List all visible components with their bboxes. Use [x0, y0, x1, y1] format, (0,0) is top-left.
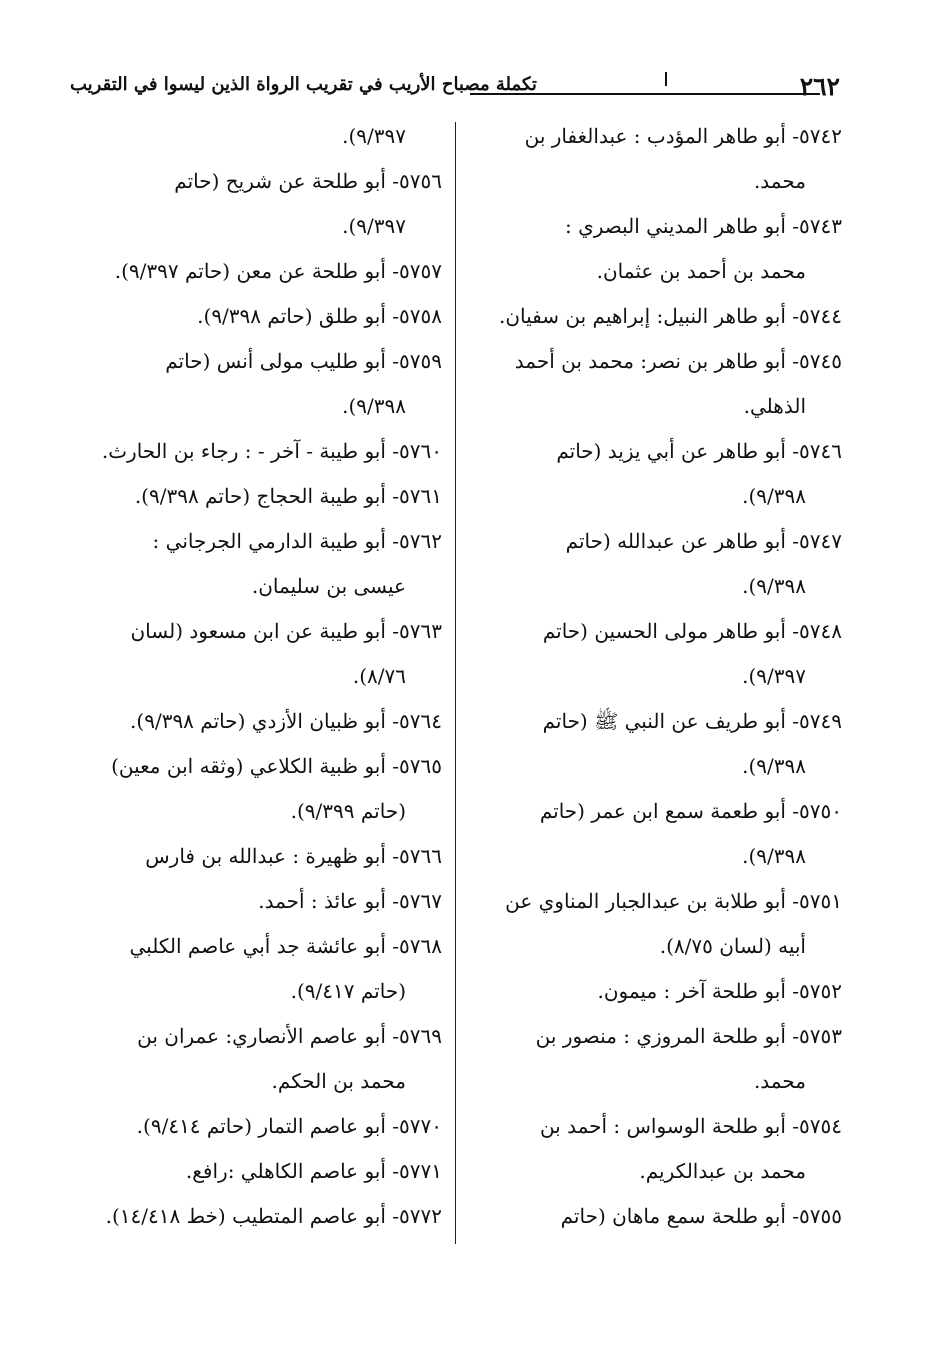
entry-line: ٥٧٦٢- أبو طيبة الدارمي الجرجاني :	[152, 529, 442, 553]
entry-continuation-line: ٩/٣٩٨).	[742, 844, 806, 868]
entry-line: ٥٧٥١- أبو طلابة بن عبدالجبار المناوي عن	[505, 889, 842, 913]
entry-continuation-line: (حاتم ٩/٣٩٩).	[290, 799, 406, 823]
left-column	[70, 114, 442, 1239]
right-column	[474, 114, 842, 1239]
entry-continuation-line: محمد بن أحمد بن عثمان.	[596, 259, 806, 283]
book-title: تكملة مصباح الأريب في تقريب الرواة الذين ليسوا في التقريب	[70, 74, 537, 95]
entry-line: ٥٧٤٧- أبو طاهر عن عبدالله (حاتم	[565, 529, 842, 553]
entry-line: ٥٧٥٧- أبو طلحة عن معن (حاتم ٩/٣٩٧).	[114, 259, 442, 283]
entry-line: ٥٧٧١- أبو عاصم الكاهلي :رافع.	[185, 1159, 442, 1183]
entry-line: ٥٧٥٢- أبو طلحة آخر : ميمون.	[597, 979, 842, 1003]
entry-continuation-line: ٩/٣٩٧).	[342, 214, 406, 238]
entry-continuation-line: محمد.	[753, 169, 806, 193]
entry-line: ٥٧٦٣- أبو طيبة عن ابن مسعود (لسان	[130, 619, 442, 643]
entry-continuation-line: ٩/٣٩٨).	[742, 574, 806, 598]
entry-line: ٥٧٧٠- أبو عاصم التمار (حاتم ٩/٤١٤).	[136, 1114, 442, 1138]
entry-line: ٥٧٧٢- أبو عاصم المتطيب (خط ١٤/٤١٨).	[105, 1204, 442, 1228]
entry-line: ٥٧٤٢- أبو طاهر المؤدب : عبدالغفار بن	[524, 124, 842, 148]
entry-line: ٥٧٤٩- أبو طريف عن النبي ﷺ (حاتم	[542, 709, 842, 733]
page-number: ٢٦٢	[799, 72, 840, 101]
entry-continuation-line: ٩/٣٩٧).	[742, 664, 806, 688]
entry-continuation-line: ٩/٣٩٨).	[742, 484, 806, 508]
entry-line: ٥٧٦٨- أبو عائشة جد أبي عاصم الكلبي	[129, 934, 442, 958]
entry-line: ٥٧٥٠- أبو طعمة سمع ابن عمر (حاتم	[539, 799, 842, 823]
entry-line: ٥٧٥٨- أبو طلق (حاتم ٩/٣٩٨).	[197, 304, 442, 328]
entry-line: ٥٧٥٣- أبو طلحة المروزي : منصور بن	[535, 1024, 842, 1048]
header-mark	[665, 72, 667, 86]
entry-line: ٥٧٥٤- أبو طلحة الوسواس : أحمد بن	[539, 1114, 842, 1138]
entry-line: ٥٧٦٧- أبو عائذ : أحمد.	[258, 889, 442, 913]
entry-line: ٥٧٦٥- أبو ظبية الكلاعي (وثقه ابن معين)	[111, 754, 442, 778]
entry-line: ٥٧٤٣- أبو طاهر المديني البصري :	[564, 214, 842, 238]
entry-continuation-line: الذهلي.	[743, 394, 806, 418]
column-divider	[455, 122, 456, 1244]
entry-continuation-line: أبيه (لسان ٨/٧٥).	[659, 934, 806, 958]
entry-continuation-line: محمد بن عبدالكريم.	[639, 1159, 806, 1183]
entry-line: ٥٧٤٤- أبو طاهر النبيل: إبراهيم بن سفيان.	[498, 304, 842, 328]
entry-line: ٥٧٥٩- أبو طليب مولى أنس (حاتم	[165, 349, 442, 373]
entry-continuation-line: ٨/٧٦).	[352, 664, 406, 688]
entry-continuation-line: ٩/٣٩٨).	[742, 754, 806, 778]
entry-line: ٥٧٥٥- أبو طلحة سمع ماهان (حاتم	[560, 1204, 842, 1228]
entry-line: ٥٧٦٠- أبو طيبة - آخر - : رجاء بن الحارث.	[101, 439, 442, 463]
entry-continuation-line: (حاتم ٩/٤١٧).	[290, 979, 406, 1003]
entry-continuation-line: عيسى بن سليمان.	[251, 574, 406, 598]
entry-line: ٥٧٤٨- أبو طاهر مولى الحسين (حاتم	[542, 619, 842, 643]
entry-line: ٥٧٤٥- أبو طاهر بن نصر: محمد بن أحمد	[514, 349, 842, 373]
entry-continuation-line: محمد بن الحكم.	[271, 1069, 406, 1093]
entry-continuation-line: ٩/٣٩٧).	[342, 124, 406, 148]
entry-continuation-line: ٩/٣٩٨).	[342, 394, 406, 418]
entry-line: ٥٧٦١- أبو طيبة الحجاج (حاتم ٩/٣٩٨).	[134, 484, 442, 508]
entry-line: ٥٧٦٤- أبو ظبيان الأزدي (حاتم ٩/٣٩٨).	[130, 709, 442, 733]
entry-line: ٥٧٤٦- أبو طاهر عن أبي يزيد (حاتم	[556, 439, 842, 463]
entry-continuation-line: محمد.	[753, 1069, 806, 1093]
entry-line: ٥٧٥٦- أبو طلحة عن شريح (حاتم	[174, 169, 442, 193]
entry-line: ٥٧٦٦- أبو ظهيرة : عبدالله بن فارس	[145, 844, 442, 868]
page-header	[70, 66, 842, 106]
entry-line: ٥٧٦٩- أبو عاصم الأنصاري: عمران بن	[137, 1024, 442, 1048]
